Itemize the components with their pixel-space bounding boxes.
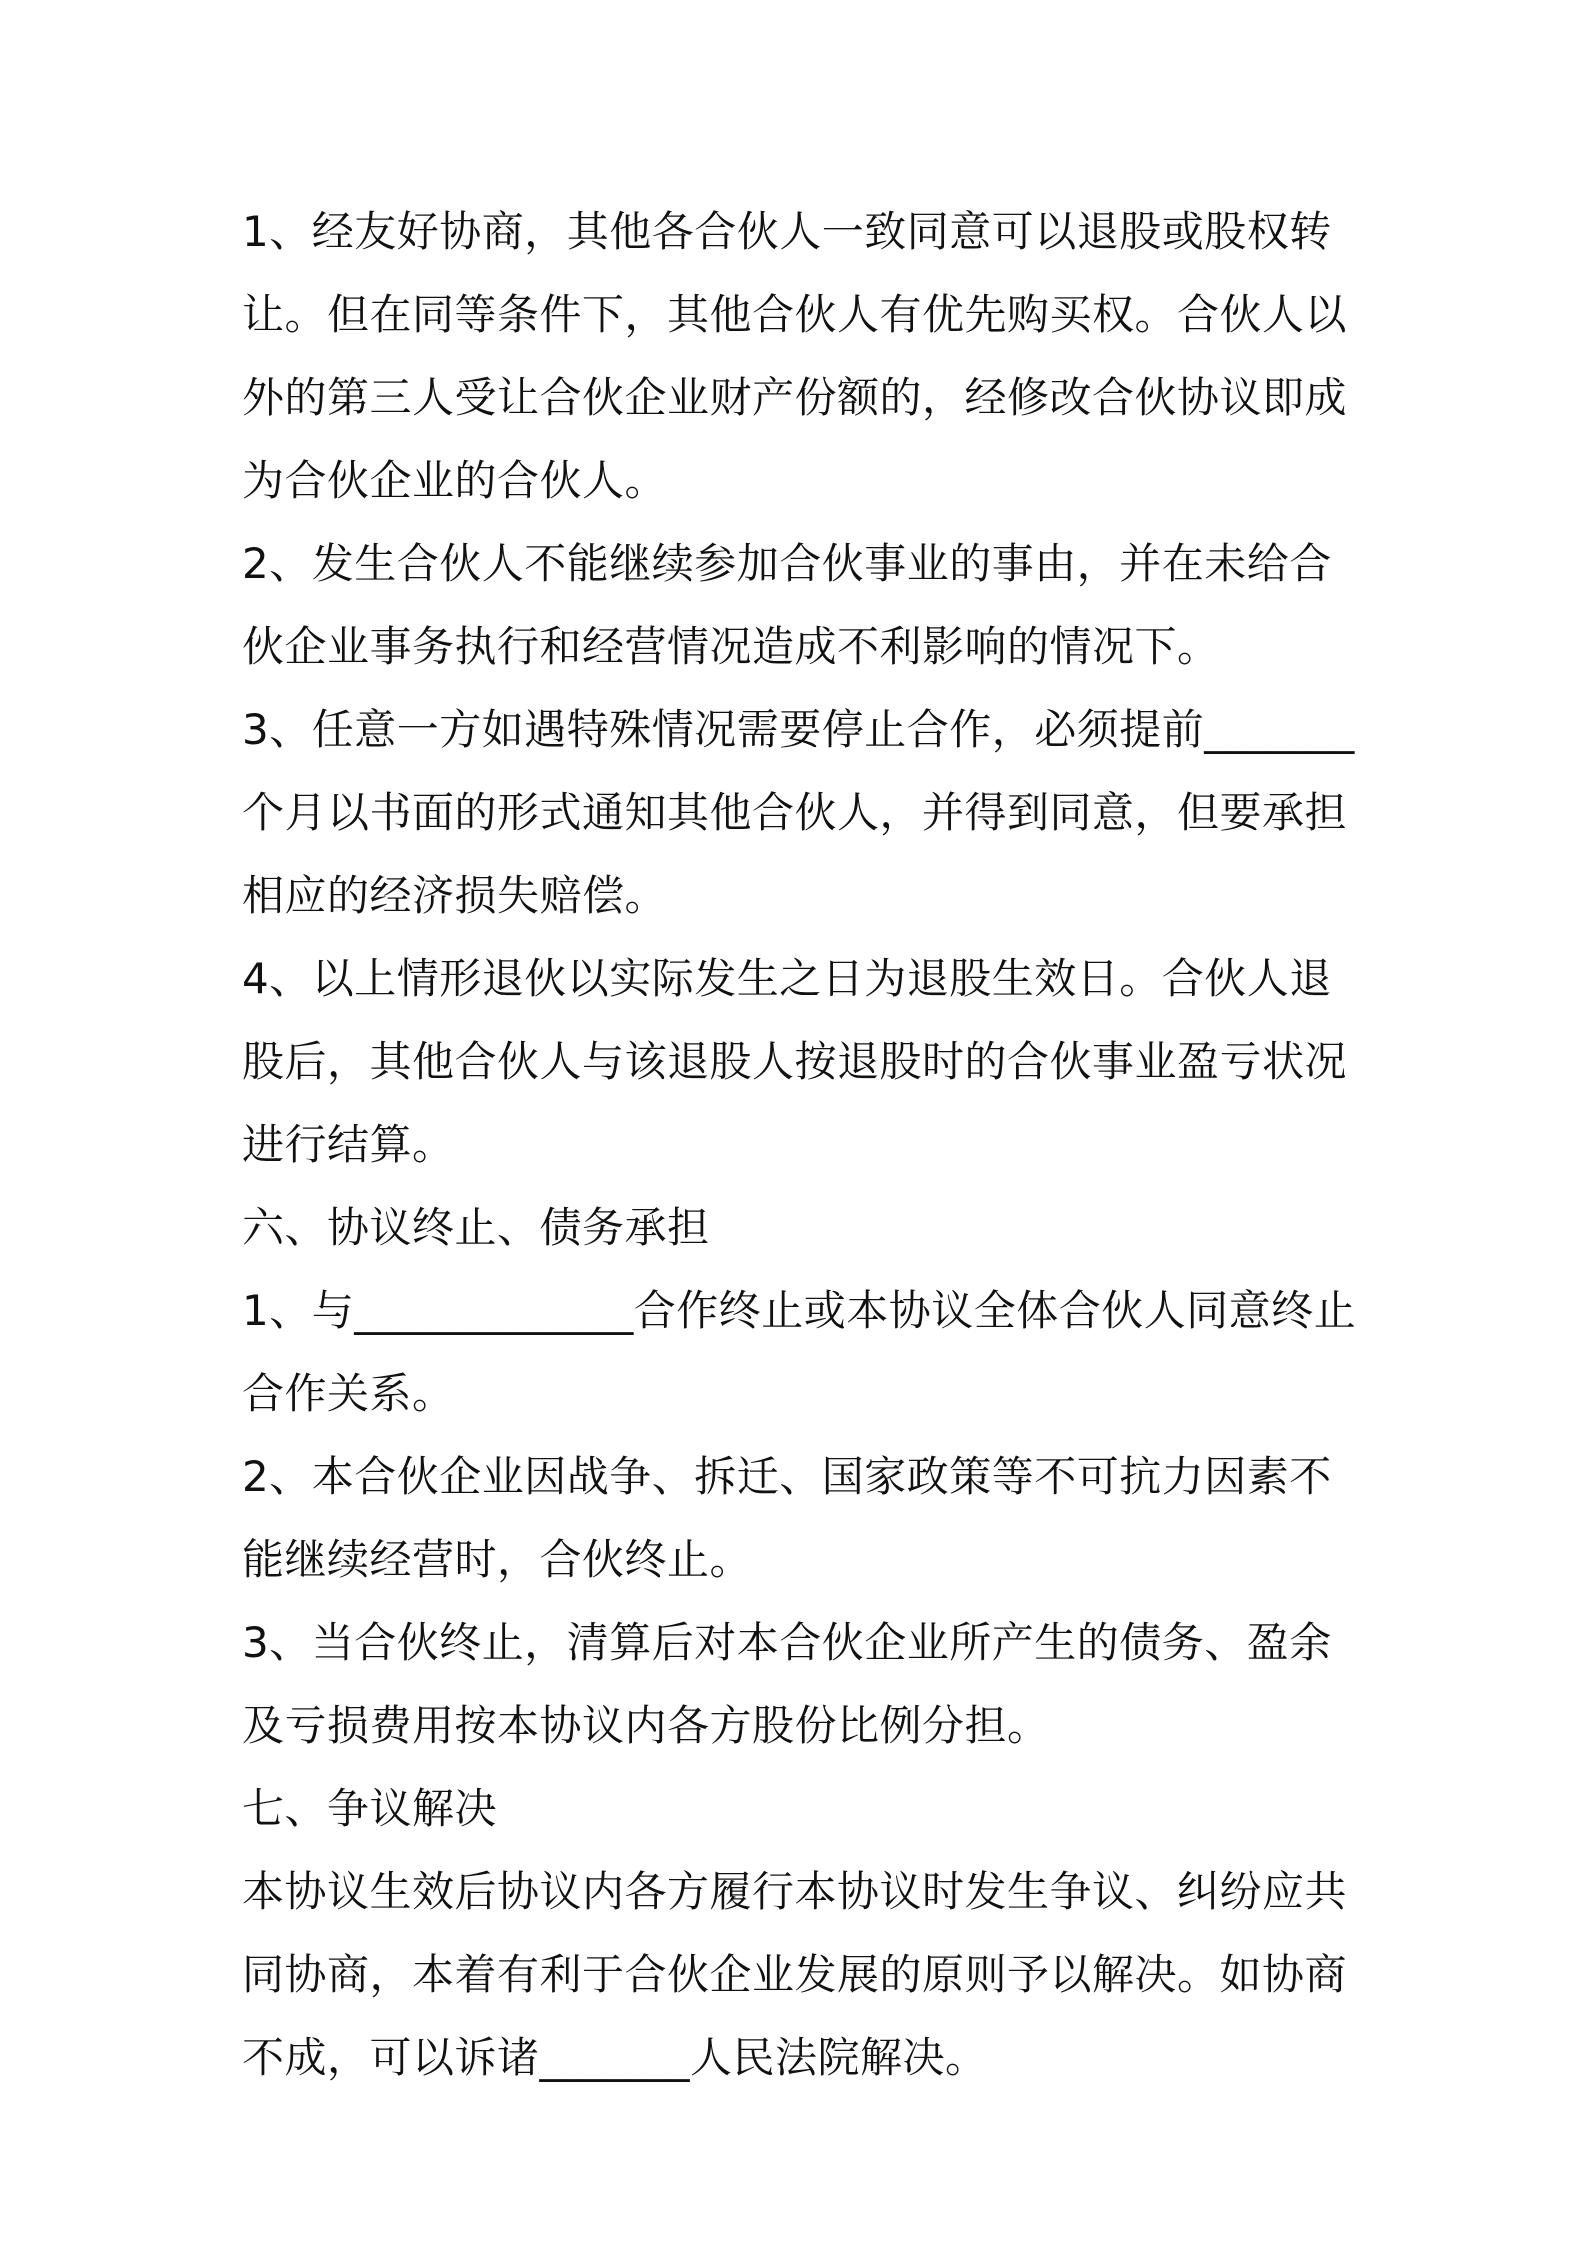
clause-2-inability-to-continue: 2、发生合伙人不能继续参加合伙事业的事由，并在未给合伙企业事务执行和经营情况造成不利影响的情况下。 xyxy=(242,539,1332,671)
clause-4-effective-date: 4、以上情形退伙以实际发生之日为退股生效日。合伙人退股后，其他合伙人与该退股人按退股时的合伙事业盈亏状况进行结算。 xyxy=(242,954,1348,1169)
termination-clause-3: 3、当合伙终止，清算后对本合伙企业所产生的债务、盈余及亏损费用按本协议内各方股份比例分担。 xyxy=(242,1618,1332,1750)
termination-clause-1: 1、与_____________合作终止或本协议全体合伙人同意终止合作关系。 xyxy=(242,1286,1357,1418)
dispute-resolution-clause: 本协议生效后协议内各方履行本协议时发生争议、纠纷应共同协商，本着有利于合伙企业发展的原则予以解决。如协商不成，可以诉诸_______人民法院解决。 xyxy=(242,1867,1348,2082)
section-heading-termination: 六、协议终止、债务承担 xyxy=(242,1203,710,1252)
section-heading-dispute: 七、争议解决 xyxy=(242,1784,498,1833)
termination-clause-2: 2、本合伙企业因战争、拆迁、国家政策等不可抗力因素不能继续经营时，合伙终止。 xyxy=(242,1452,1332,1584)
document-body xyxy=(242,190,1362,2099)
clause-3-notice-period: 3、任意一方如遇特殊情况需要停止合作，必须提前_______个月以书面的形式通知其他合伙人，并得到同意，但要承担相应的经济损失赔偿。 xyxy=(242,705,1355,920)
clause-1-withdrawal-consent: 1、经友好协商，其他各合伙人一致同意可以退股或股权转让。但在同等条件下，其他合伙人有优先购买权。合伙人以外的第三人受让合伙企业财产份额的，经修改合伙协议即成为合伙企业的合伙人。 xyxy=(242,207,1348,505)
